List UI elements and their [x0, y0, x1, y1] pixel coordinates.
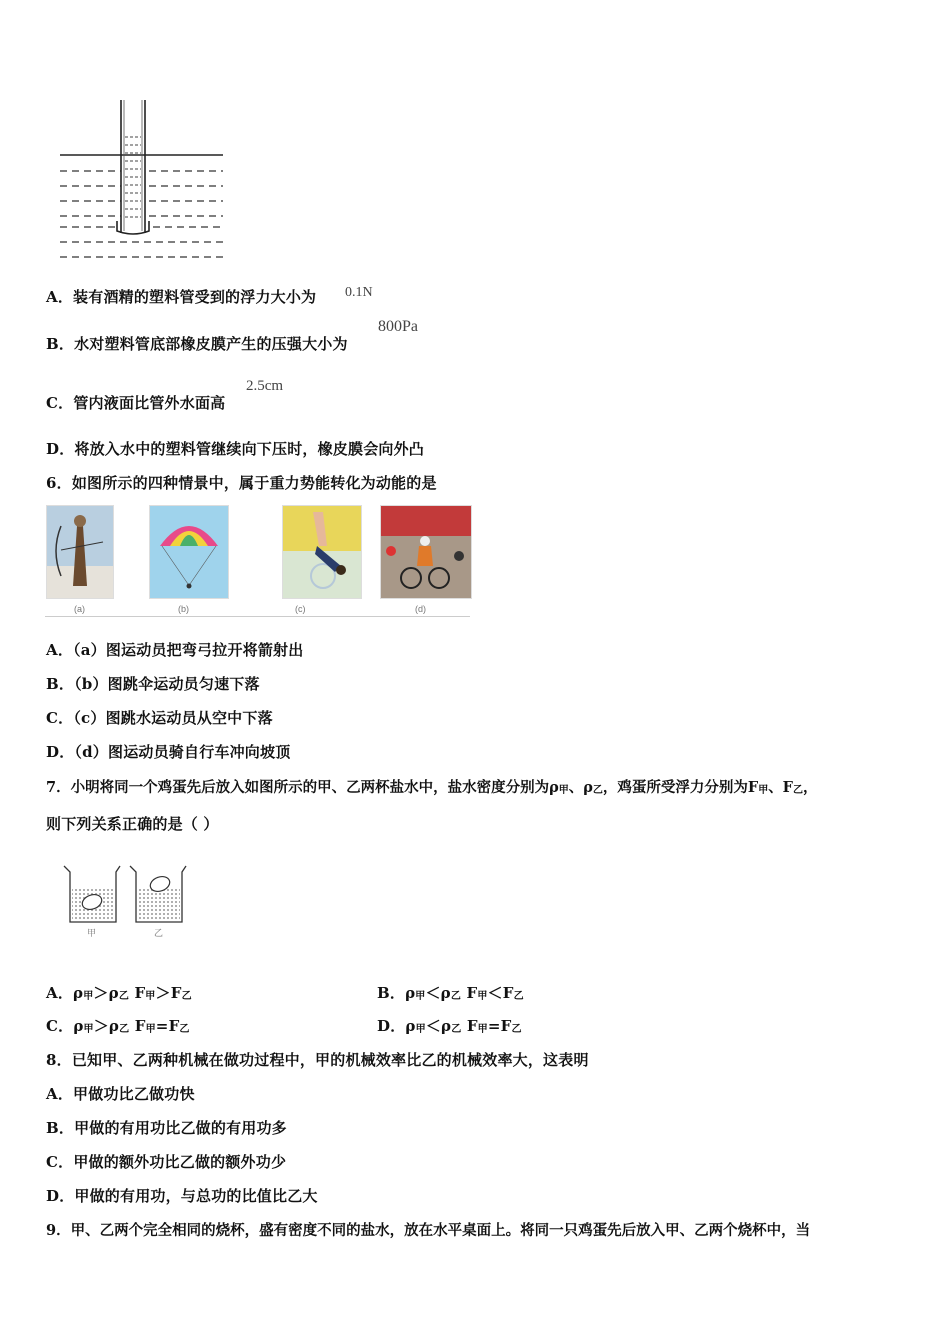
- q7-option-c: C．ρ甲＞ρ乙 F甲=F乙: [46, 1017, 190, 1035]
- archer-photo: [46, 505, 114, 599]
- q6-stem: 6．如图所示的四种情景中，属于重力势能转化为动能的是: [46, 474, 437, 492]
- q7-option-b: B．ρ甲＜ρ乙 F甲＜F乙: [377, 984, 524, 1002]
- q7-stem-line2: 则下列关系正确的是（ ）: [46, 815, 219, 833]
- tube-in-water-figure: [55, 95, 230, 265]
- q6-option-a: A．（a）图运动员把弯弓拉开将箭射出: [46, 641, 304, 659]
- q8-option-c: C．甲做的额外功比乙做的额外功少: [46, 1153, 287, 1171]
- q9-stem: 9．甲、乙两个完全相同的烧杯，盛有密度不同的盐水，放在水平桌面上。将同一只鸡蛋先后放入甲、乙两个烧杯中，当: [46, 1222, 811, 1239]
- caption-d: (d): [415, 604, 426, 614]
- q6-option-d: D．（d）图运动员骑自行车冲向坡顶: [46, 743, 291, 761]
- caption-a: (a): [74, 604, 85, 614]
- q7-option-a: A．ρ甲＞ρ乙 F甲＞F乙: [46, 984, 192, 1002]
- parachute-photo: [149, 505, 229, 599]
- q7-option-d: D．ρ甲＜ρ乙 F甲=F乙: [377, 1017, 522, 1035]
- caption-c: (c): [295, 604, 306, 614]
- q8-option-b: B．甲做的有用功比乙做的有用功多: [46, 1119, 287, 1137]
- q7-stem-line1: 7．小明将同一个鸡蛋先后放入如图所示的甲、乙两杯盐水中，盐水密度分别为ρ甲、ρ乙，鸡蛋所受浮力分别为F甲、F乙，: [46, 779, 818, 796]
- beakers-figure: [58, 860, 193, 942]
- diver-photo: [282, 505, 362, 599]
- q5-option-c-value: 2.5cm: [246, 378, 284, 394]
- q6-option-b: B．（b）图跳伞运动员匀速下落: [46, 675, 260, 693]
- beaker-label-jia: 甲: [87, 929, 97, 939]
- q5-option-b-value: 800Pa: [378, 318, 418, 335]
- caption-b: (b): [178, 604, 189, 614]
- cyclist-photo: [380, 505, 472, 599]
- q6-option-c: C．（c）图跳水运动员从空中下落: [46, 709, 273, 727]
- q5-option-a: A．装有酒精的塑料管受到的浮力大小为: [46, 288, 317, 306]
- q8-option-d: D．甲做的有用功，与总功的比值比乙大: [46, 1187, 318, 1205]
- q5-option-b: B．水对塑料管底部橡皮膜产生的压强大小为: [46, 335, 348, 353]
- beaker-jia: [64, 866, 120, 922]
- q5-option-a-value: 0.1N: [345, 285, 373, 300]
- q5-option-d: D．将放入水中的塑料管继续向下压时，橡皮膜会向外凸: [46, 440, 425, 458]
- q5-option-c: C．管内液面比管外水面高: [46, 394, 226, 412]
- q8-option-a: A．甲做功比乙做功快: [46, 1085, 195, 1103]
- beaker-label-yi: 乙: [154, 929, 164, 939]
- q6-figure-strip: [45, 505, 470, 617]
- q8-stem: 8．已知甲、乙两种机械在做功过程中，甲的机械效率比乙的机械效率大，这表明: [46, 1051, 589, 1069]
- beaker-yi: [130, 866, 186, 922]
